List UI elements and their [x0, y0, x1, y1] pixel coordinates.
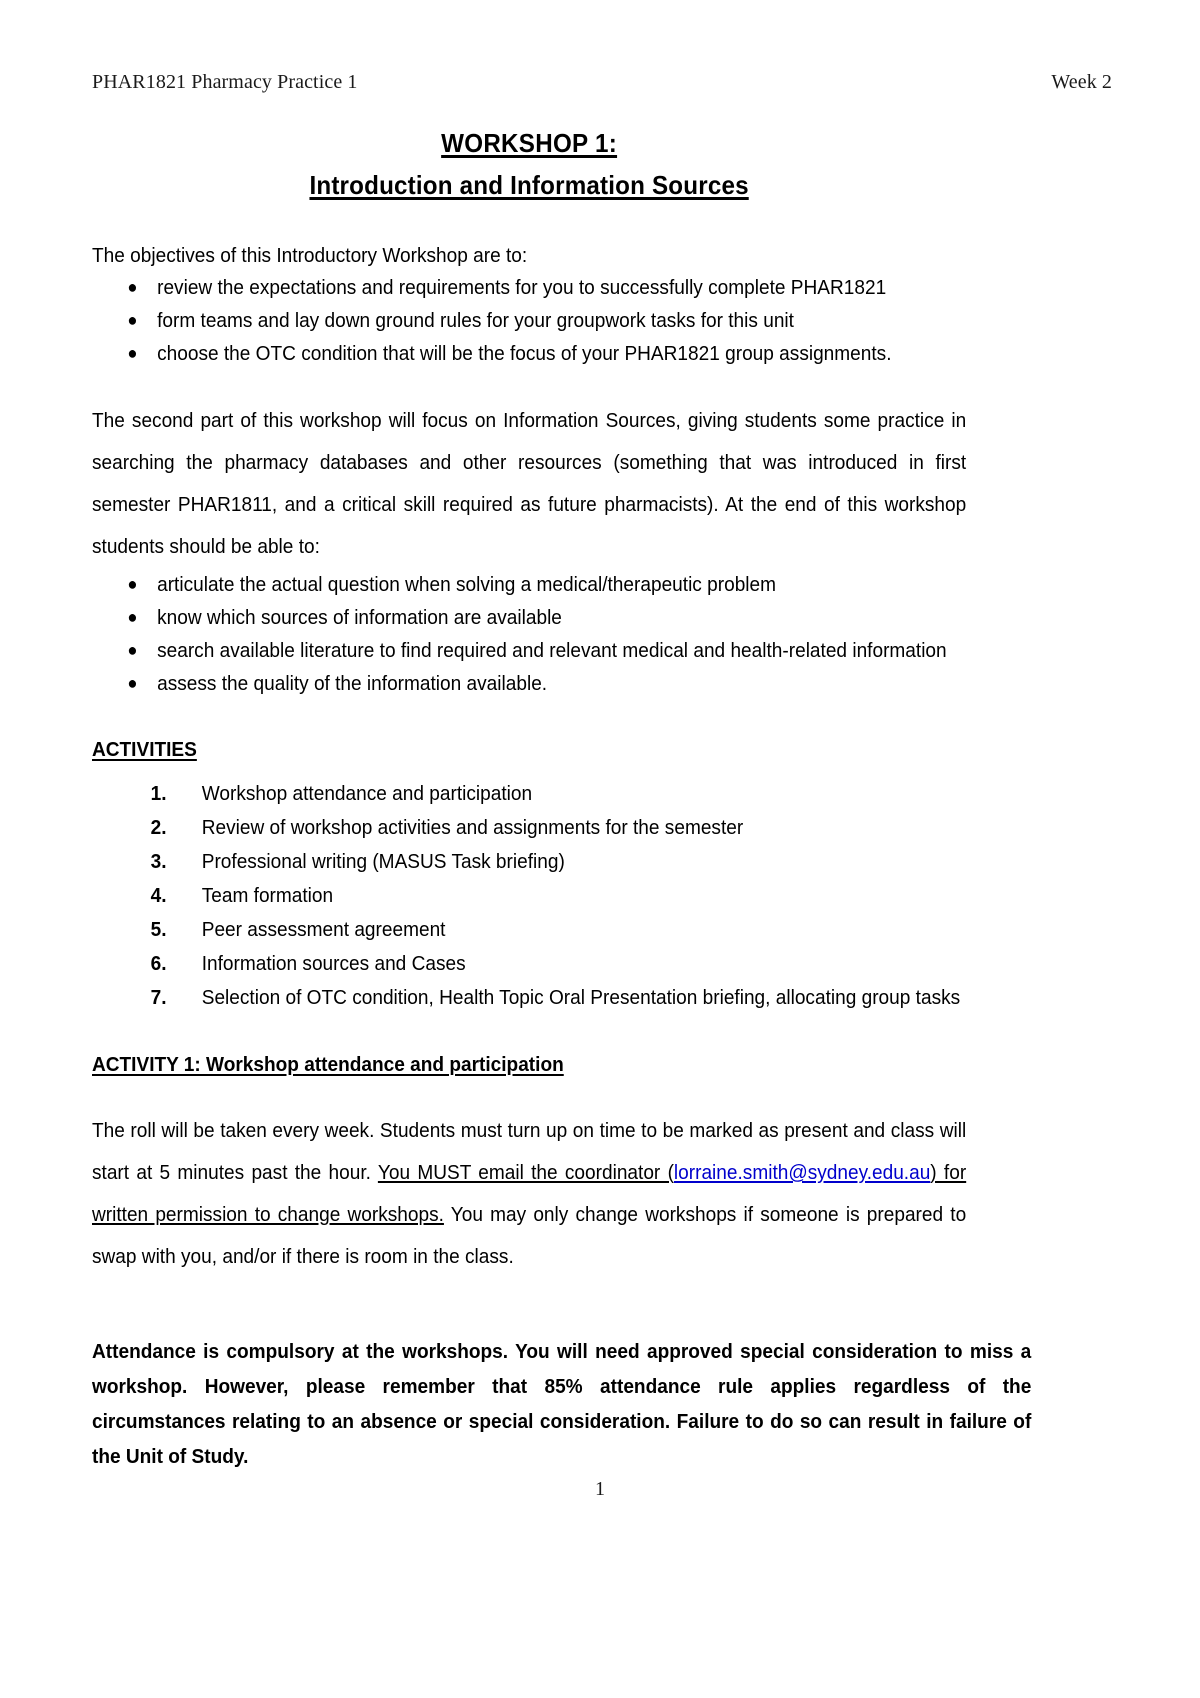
- list-item-label: choose the OTC condition that will be the focus of your PHAR1821 group assignments.: [157, 342, 892, 365]
- list-item: [92, 667, 966, 700]
- list-item-label: Information sources and Cases: [201, 952, 466, 975]
- bullet-icon: ●: [127, 607, 138, 627]
- title-line-2-text: Introduction and Information Sources: [309, 170, 749, 200]
- list-item-label: assess the quality of the information available.: [157, 672, 548, 695]
- list-item-label: know which sources of information are available: [157, 606, 562, 629]
- bullet-icon: ●: [127, 343, 138, 363]
- activity1-heading-row: [92, 1049, 966, 1080]
- activity1-paragraph-part2: You may only change workshops if someone is prepared to swap with you, and/or if there is room in the class.: [92, 1203, 967, 1268]
- list-item-number: 5.: [150, 918, 167, 941]
- title-line-2: [92, 164, 966, 206]
- document-body: [92, 122, 1032, 1474]
- activities-numbered-list: [92, 777, 966, 1015]
- list-item: [92, 845, 966, 879]
- activity1-paragraph-part1: The roll will be taken every week. Students must turn up on time to be marked as present and class will start at 5 minutes past the hour.: [92, 1119, 967, 1184]
- bullet-icon: ●: [127, 640, 138, 660]
- list-item-label: Workshop attendance and participation: [201, 782, 533, 805]
- list-item: [92, 304, 966, 337]
- list-item-number: 6.: [150, 952, 167, 975]
- list-item-number: 1.: [150, 782, 167, 805]
- second-part-paragraph: The second part of this workshop will focus on Information Sources, giving students some practice in searching the pharmacy databases and other resources (something that was introduced in first semester PHAR1811, and a critical skill required as future pharmacists). At the end of this workshop students should be able to:: [92, 409, 967, 558]
- list-item: [92, 634, 966, 667]
- page-number: 1: [595, 1478, 605, 1500]
- list-item: [92, 879, 966, 913]
- list-item-number: 2.: [150, 816, 167, 839]
- title-line-1-text: WORKSHOP 1:: [441, 128, 618, 158]
- list-item: [92, 811, 966, 845]
- list-item: [92, 777, 966, 811]
- header-left-text: PHAR1821 Pharmacy Practice 1: [92, 71, 358, 93]
- list-item-label: Team formation: [201, 884, 334, 907]
- list-item-number: 7.: [150, 986, 167, 1009]
- activity1-heading: ACTIVITY 1: Workshop attendance and participation: [92, 1053, 564, 1076]
- activity1-paragraph: [92, 1110, 966, 1278]
- bullet-icon: ●: [127, 673, 138, 693]
- list-item: [92, 271, 966, 304]
- list-item-label: review the expectations and requirements for you to successfully complete PHAR1821: [157, 276, 887, 299]
- document-title-block: [92, 122, 966, 206]
- list-item: [92, 913, 966, 947]
- objectives-bullet-list: [92, 271, 966, 370]
- coordinator-email-link[interactable]: lorraine.smith@sydney.edu.au: [673, 1161, 931, 1184]
- list-item-number: 4.: [150, 884, 167, 907]
- activities-heading-row: [92, 734, 966, 765]
- title-line-1: [92, 122, 966, 164]
- learning-outcomes-bullet-list: [92, 568, 966, 700]
- bullet-icon: ●: [127, 574, 138, 594]
- list-item-label: form teams and lay down ground rules for your groupwork tasks for this unit: [157, 309, 794, 332]
- list-item-label: articulate the actual question when solving a medical/therapeutic problem: [157, 573, 777, 596]
- activities-heading: ACTIVITIES: [92, 738, 197, 761]
- bullet-icon: ●: [127, 277, 138, 297]
- list-item: [92, 947, 966, 981]
- bullet-icon: ●: [127, 310, 138, 330]
- list-item-label: Professional writing (MASUS Task briefing): [201, 850, 565, 873]
- list-item-label: Review of workshop activities and assignments for the semester: [201, 816, 744, 839]
- list-item-label: search available literature to find required and relevant medical and health-related information: [157, 639, 947, 662]
- list-item-label: Selection of OTC condition, Health Topic Oral Presentation briefing, allocating group tasks: [201, 986, 961, 1009]
- list-item: [92, 981, 966, 1015]
- attendance-bold-paragraph: Attendance is compulsory at the workshops. You will need approved special consideration to miss a workshop. However, please remember that 85% attendance rule applies regardless of the circumstances relating to an absence or special consideration. Failure to do so can result in failure of the Unit of Study.: [92, 1340, 1032, 1468]
- list-item-number: 3.: [150, 850, 167, 873]
- page-footer: [0, 1478, 1200, 1501]
- activity1-underlined-tail: ) for written permission to change workshops.: [92, 1161, 967, 1226]
- list-item: [92, 601, 966, 634]
- objectives-lead-paragraph: The objectives of this Introductory Workshop are to:: [92, 244, 528, 267]
- list-item: [92, 337, 966, 370]
- header-right-text: Week 2: [1051, 71, 1112, 93]
- list-item-label: Peer assessment agreement: [201, 918, 446, 941]
- list-item: [92, 568, 966, 601]
- activity1-underlined-lead: You MUST email the coordinator (: [377, 1161, 674, 1184]
- running-header: [92, 70, 1112, 94]
